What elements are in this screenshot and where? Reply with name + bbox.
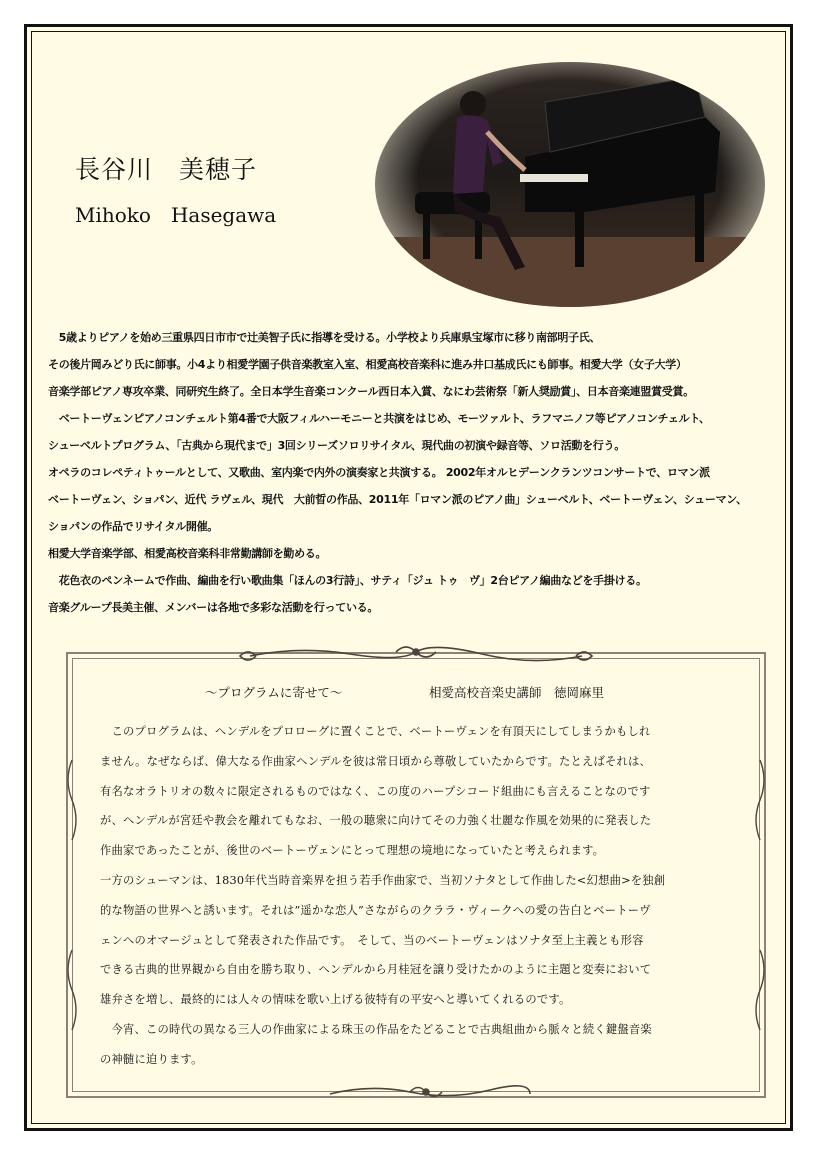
bio-line: 5歳よりピアノを始め三重県四日市市で辻美智子氏に指導を受ける。小学校より兵庫県宝塚市に移り南部明子氏、 bbox=[48, 331, 601, 344]
pianist-photo-icon bbox=[375, 62, 765, 307]
essay-line: が、ヘンデルが宮廷や教会を離れてもなお、一般の聴衆に向けてその力強く壮麗な作風を効果的に発表した bbox=[100, 814, 652, 828]
piano-leg bbox=[575, 212, 584, 267]
bio-line: ベートーヴェン、ショパン、近代 ラヴェル、現代 大前晢の作品、2011年「ロマン派のピアノ曲」シューベルト、ベートーヴェン、シューマン、 bbox=[48, 493, 747, 506]
bio-line: 花色衣のペンネームで作曲、編曲を行い歌曲集「ほんの3行詩」、サティ「ジュ トゥ ヴ」2台ピアノ編曲などを手掛ける。 bbox=[48, 574, 647, 587]
essay-title: ～プログラムに寄せて～ bbox=[205, 685, 343, 700]
piano-leg bbox=[695, 192, 704, 262]
pianist-photo bbox=[375, 62, 765, 307]
essay-line: 的な物語の世界へと誘います。それは”遥かな恋人”さながらのクララ・ヴィークへの愛の告白とベートーヴ bbox=[100, 903, 651, 917]
bio-line: その後片岡みどり氏に師事。小4より相愛学園子供音楽教室入室、相愛高校音楽科に進み井口基成氏にも師事。相愛大学（女子大学） bbox=[48, 358, 687, 371]
essay-line: 作曲家であったことが、後世のベートーヴェンにとって理想の境地になっていたと考えられます。 bbox=[100, 844, 605, 858]
bio-line: 音楽学部ピアノ専攻卒業、同研究生終了。全日本学生音楽コンクール西日本入賞、なにわ芸術祭「新人奨励賞」、日本音楽連盟賞受賞。 bbox=[48, 385, 694, 398]
bio-line: オペラのコレペティトゥールとして、又歌曲、室内楽で内外の演奏家と共演する。 2002年オルヒデーンクランツコンサートで、ロマン派 bbox=[48, 466, 710, 479]
essay-author: 相愛高校音楽史講師 徳岡麻里 bbox=[429, 685, 605, 700]
essay-line: 雄弁さを増し、最終的には人々の情味を歌い上げる彼特有の平安へと導いてくれるのです。 bbox=[100, 993, 571, 1007]
essay-line: ェンへのオマージュとして発表された作品です。 そして、当のベートーヴェンはソナタ至上主義とも形容 bbox=[100, 933, 644, 947]
bio-line: シューベルトプログラム、「古典から現代まで」3回シリーズソロリサイタル、現代曲の初演や録音等、ソロ活動を行う。 bbox=[48, 439, 625, 452]
biography bbox=[48, 330, 778, 627]
bio-line: 音楽グループ長美主催、メンバーは各地で多彩な活動を行っている。 bbox=[48, 601, 379, 614]
bio-line: ショパンの作品でリサイタル開催。 bbox=[48, 520, 218, 533]
bench-leg bbox=[423, 214, 430, 259]
stage-floor bbox=[375, 237, 765, 307]
pianist-dress bbox=[453, 115, 503, 194]
essay-line: 今宵、この時代の異なる三人の作曲家による珠玉の作品をたどることで古典組曲から脈々と続く鍵盤音楽 bbox=[100, 1022, 652, 1036]
essay-line: ません。なぜならば、偉大なる作曲家ヘンデルを彼は常日頃から尊敬していたからです。たとえばそれは、 bbox=[100, 754, 651, 768]
essay-line: このプログラムは、ヘンデルをプロローグに置くことで、ベートーヴェンを有頂天にしてしまうかもしれ bbox=[100, 725, 651, 738]
essay-body bbox=[100, 724, 720, 1082]
piano-bench bbox=[415, 192, 490, 214]
essay-line: の神髄に迫ります。 bbox=[100, 1052, 203, 1066]
essay-line: できる古典的世界観から自由を勝ち取り、ヘンデルから月桂冠を譲り受けたかのように主題と変奏において bbox=[100, 963, 652, 977]
pianist-head bbox=[460, 91, 486, 117]
performer-name-english: Mihoko Hasegawa bbox=[75, 203, 277, 227]
essay-line: 有名なオラトリオの数々に限定されるものではなく、この度のハープシコード組曲にも言えることなのです bbox=[100, 784, 651, 798]
performer-name-japanese: 長谷川 美穂子 bbox=[75, 155, 258, 184]
essay-line: 一方のシューマンは、1830年代当時音楽界を担う若手作曲家で、当初ソナタとして作曲した<幻想曲>を独創 bbox=[100, 873, 666, 887]
bio-line: ベートーヴェンピアノコンチェルト第4番で大阪フィルハーモニーと共演をはじめ、モーツァルト、ラフマニノフ等ピアノコンチェルト、 bbox=[48, 412, 710, 425]
bio-line: 相愛大学音楽学部、相愛高校音楽科非常勤講師を勤める。 bbox=[48, 547, 327, 560]
piano-keys bbox=[520, 174, 588, 182]
